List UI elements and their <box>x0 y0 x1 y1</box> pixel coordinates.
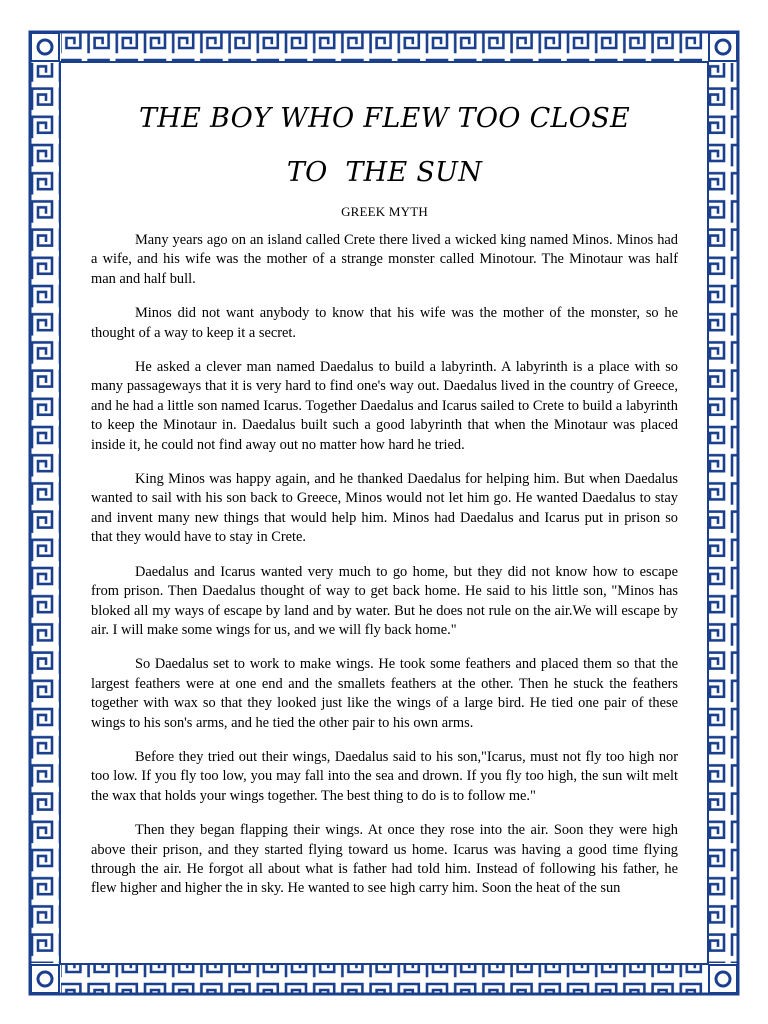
paragraph: Before they tried out their wings, Daedalus said to his son,"Icarus, must not fly too high nor too low. If you fly too low, you may fall into the sea and drown. If you fly too high, the sun wilt melt the wax that holds your wings together. The best thing to do is to follow me." <box>91 748 678 804</box>
paragraph: Daedalus and Icarus wanted very much to go home, but they did not know how to escape from prison. Then Daedalus thought of way to get back home. He said to his little son, "Minos has bloked all my ways of escape by land and by water. But he does not rule on the air.We will escape by air. I will make some wings for us, and we will fly back home." <box>91 563 678 638</box>
document-subtitle: GREEK MYTH <box>341 204 428 219</box>
document-body <box>91 92 678 914</box>
title-line-2: TO THE SUN <box>286 157 483 188</box>
paragraph: So Daedalus set to work to make wings. He took some feathers and placed them so that the largest feathers were at one end and the smallets feathers at the other. Then he stuck the feathers together with wax so that they looked just like the wings of a large bird. He tied one pair of these wings to his son's arms, and he tied the other pair to his own arms. <box>91 656 678 731</box>
paragraph: Minos did not want anybody to know that his wife was the mother of the monster, so he thought of a way to keep it a secret. <box>91 305 678 341</box>
paragraph: Many years ago on an island called Crete there lived a wicked king named Minos. Minos had a wife, and his wife was the mother of a strange monster called Minotour. The Minotaur was half man and half bull. <box>91 232 678 287</box>
paragraph: King Minos was happy again, and he thanked Daedalus for helping him. But when Daedalus wanted to sail with his son back to Greece, Minos would not let him go. He wanted Daedalus to stay and invent many new things that would help him. Minos had Daedalus and Icarus put in prison so that they would have to stay in Crete. <box>91 471 678 546</box>
paragraph: Then they began flapping their wings. At once they rose into the air. Soon they were high above their prison, and they started flying toward us home. Icarus was having a good time flying through the air. He forgot all about what is father had told him. Instead of following his father, he flew higher and higher the in sky. He wanted to see high carry him. Soon the heat of the sun <box>91 822 678 897</box>
paragraph: He asked a clever man named Daedalus to build a labyrinth. A labyrinth is a place with so many passageways that it is very hard to find one's way out. Daedalus lived in the country of Greece, and he had a little son named Icarus. Together Daedalus and Icarus sailed to Crete to build a labyrinth to keep the Minotaur in. Daedalus built such a good labyrinth that when the Minotaur was placed inside it, he could not find away out no matter how hard he tried. <box>91 359 678 453</box>
title-line-1: THE BOY WHO FLEW TOO CLOSE <box>138 103 631 134</box>
document-title <box>91 92 678 200</box>
